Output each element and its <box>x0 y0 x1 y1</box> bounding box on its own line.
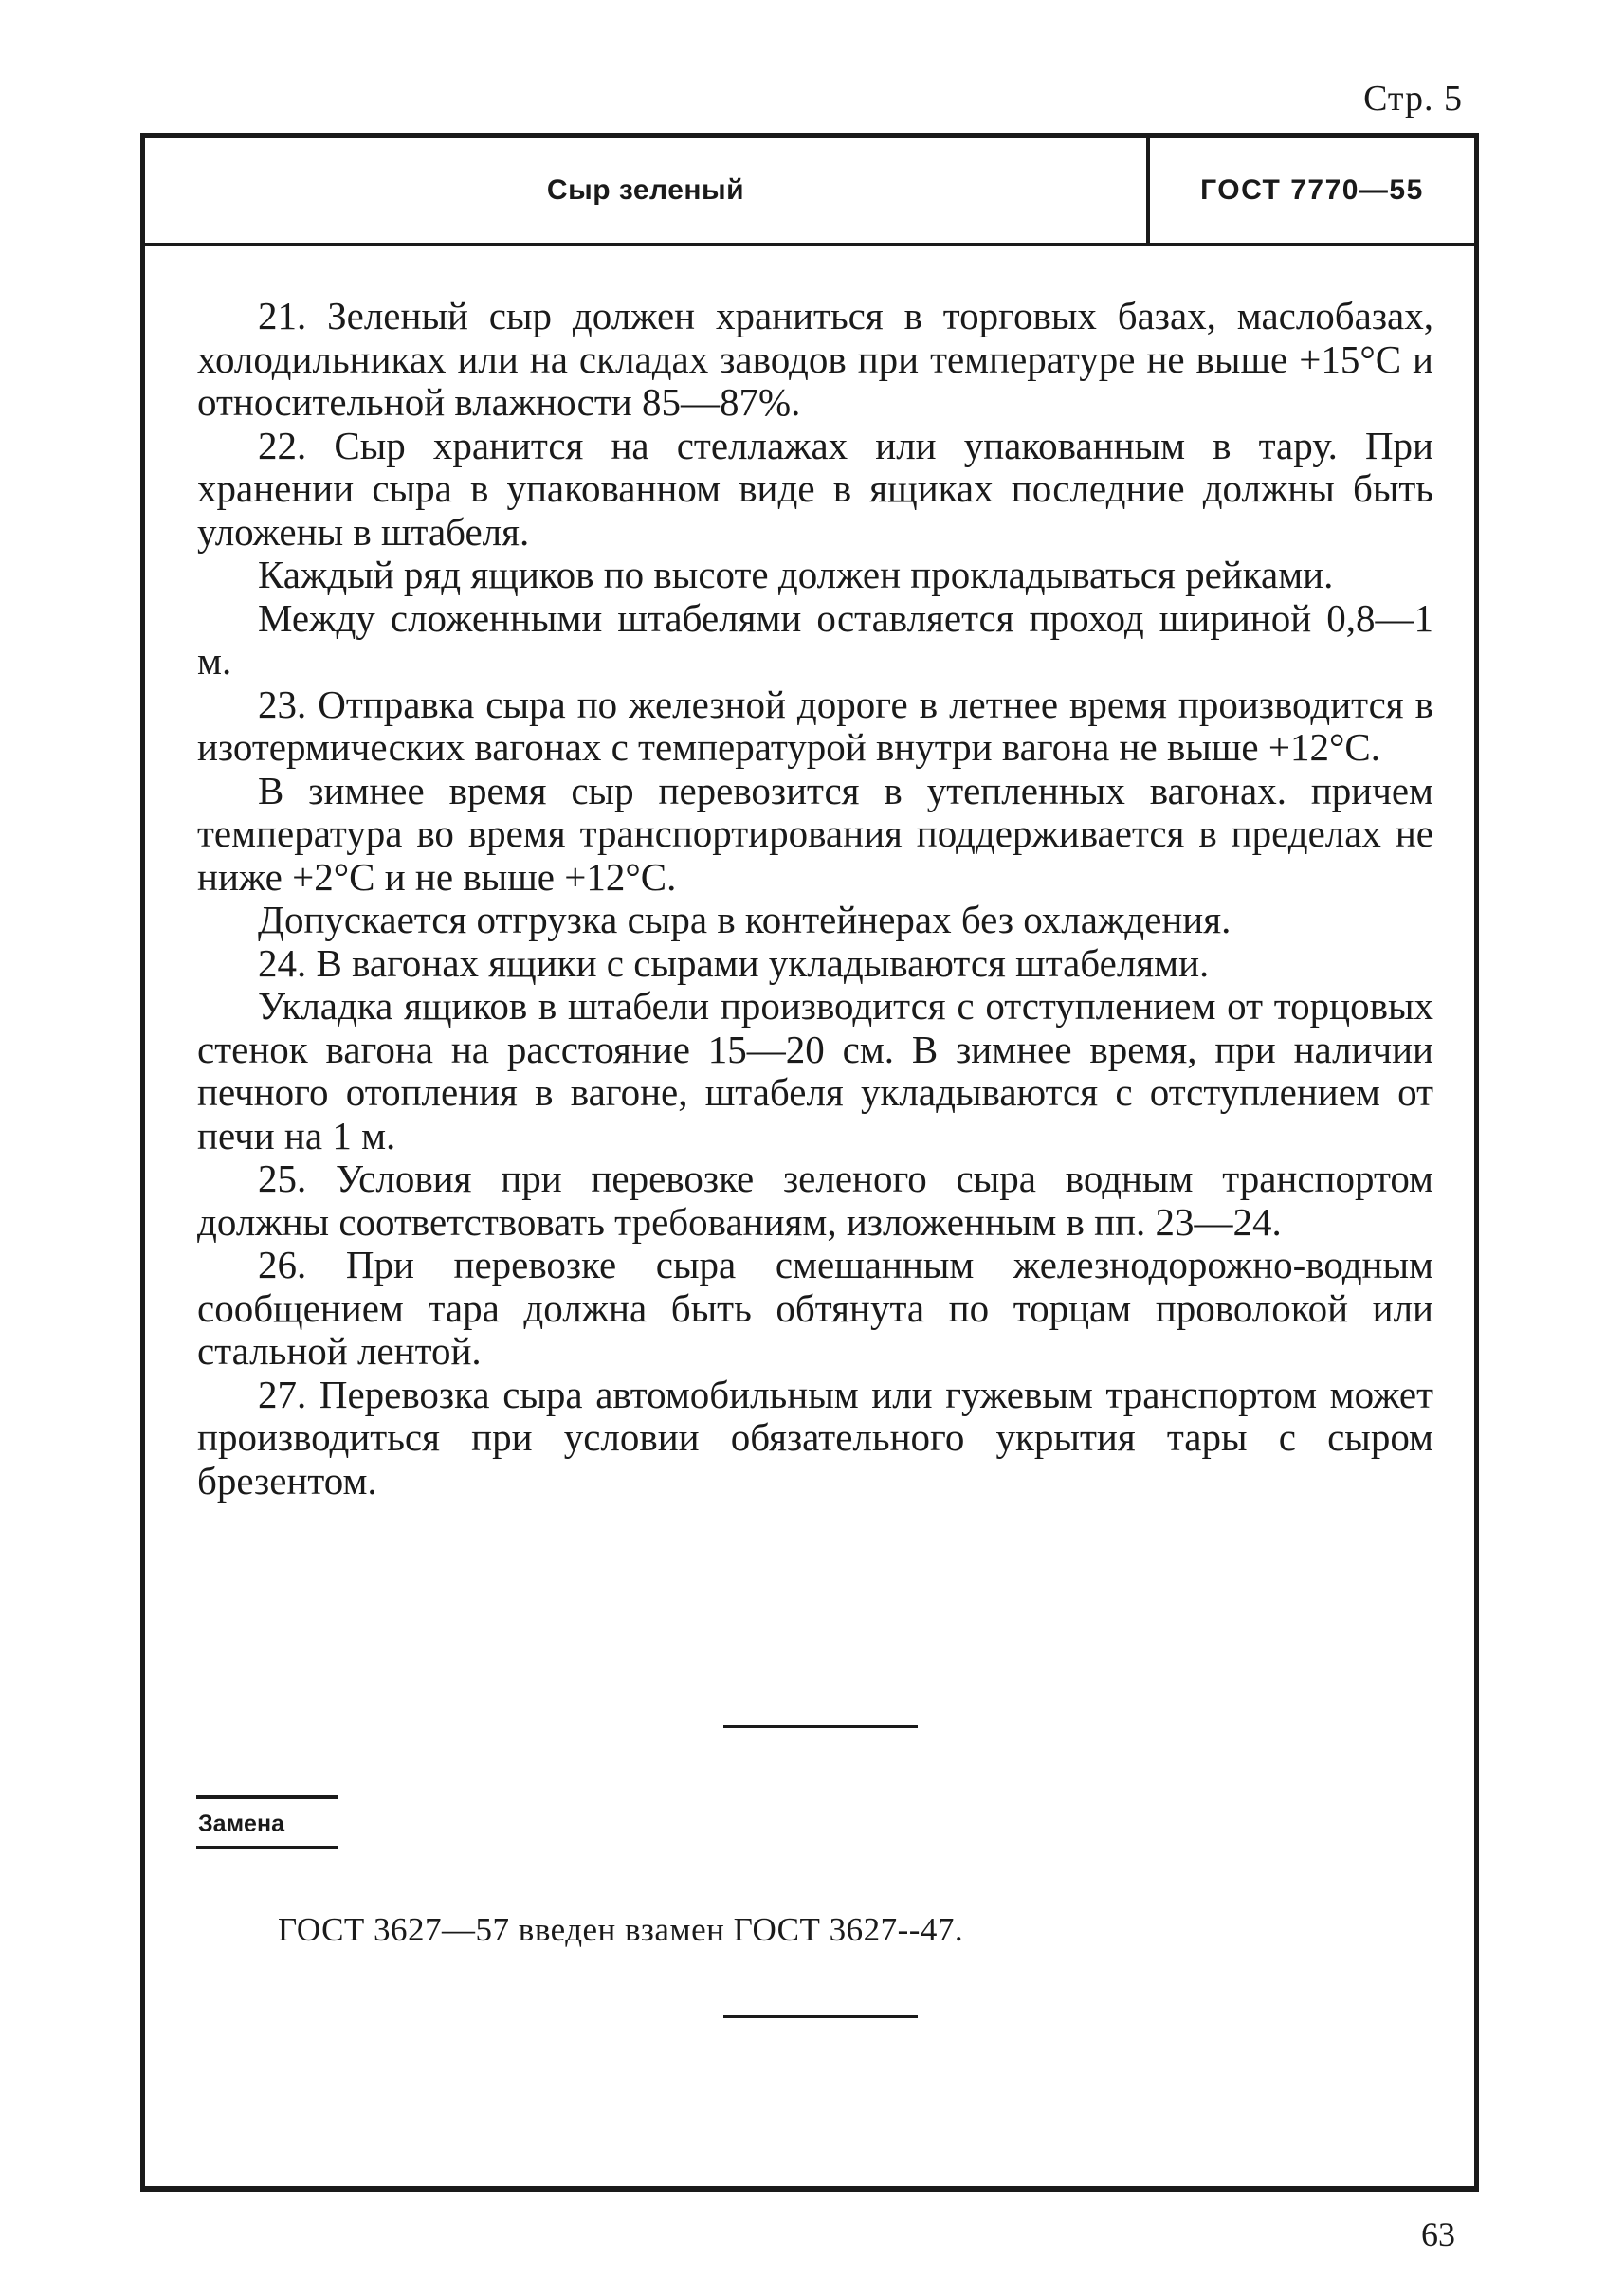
page-frame <box>140 133 1479 2192</box>
paragraph-27: 27. Перевозка сыра автомобильным или гужевым транспортом может производиться при условии обязательного укрытия тары с сыром брезентом. <box>197 1372 1433 1503</box>
paragraph-22: 22. Сыр хранится на стеллажах или упакованным в тару. При хранении сыра в упакованном виде в ящиках последние должны быть уложены в штабеля. <box>197 423 1433 554</box>
page-number: 63 <box>1421 2215 1455 2253</box>
paragraph-26: 26. При перевозке сыра смешанным железнодорожно-водным сообщением тара должна быть обтянута по торцам проволокой или стальной лентой. <box>197 1243 1433 1373</box>
paragraph-24-stacking: Укладка ящиков в штабели производится с отступлением от торцовых стенок вагона на расстояние 15—20 см. В зимнее время, при наличии печного отопления в вагоне, штабеля укладываются с отступлением от печи на 1 м. <box>197 984 1433 1157</box>
paragraph-21: 21. Зеленый сыр должен храниться в торговых базах, маслобазах, холодильниках или на складах заводов при температуре не выше +15°С и относительной влажности 85—87%. <box>197 294 1433 424</box>
paragraph-23-winter: В зимнее время сыр перевозится в утепленных вагонах. причем температура во время транспортирования поддерживается в пределах не ниже +2°С и не выше +12°С. <box>197 768 1433 899</box>
separator-rule <box>723 1725 918 1728</box>
note-bottom-rule <box>196 1846 338 1849</box>
paragraph-23: 23. Отправка сыра по железной дороге в летнее время производится в изотермических вагонах с температурой внутри вагона не выше +12°С. <box>197 682 1433 769</box>
page-label: Стр. 5 <box>1363 79 1463 118</box>
separator-rule-bottom <box>723 2015 918 2018</box>
paragraph-22-passage: Между сложенными штабелями оставляется проход шириной 0,8—1 м. <box>197 595 1433 683</box>
standard-number: ГОСТ 7770—55 <box>1200 174 1424 206</box>
paragraph-24: 24. В вагонах ящики с сырами укладываются штабелями. <box>258 940 1210 985</box>
paragraph-23-containers: Допускается отгрузка сыра в контейнерах без охлаждения. <box>258 898 1232 941</box>
body-text <box>197 295 1433 1503</box>
paragraph-25: 25. Условия при перевозке зеленого сыра водным транспортом должны соответствовать требованиям, изложенным в пп. 23—24. <box>197 1157 1433 1244</box>
document-title: Сыр зеленый <box>145 138 1150 243</box>
note-label: Замена <box>198 1811 284 1837</box>
note-text: ГОСТ 3627—57 введен взамен ГОСТ 3627--47. <box>278 1911 964 1948</box>
document-header <box>145 138 1474 246</box>
paragraph-22-rows: Каждый ряд ящиков по высоте должен прокладываться рейками. <box>258 553 1334 596</box>
note-box <box>196 1795 338 1849</box>
